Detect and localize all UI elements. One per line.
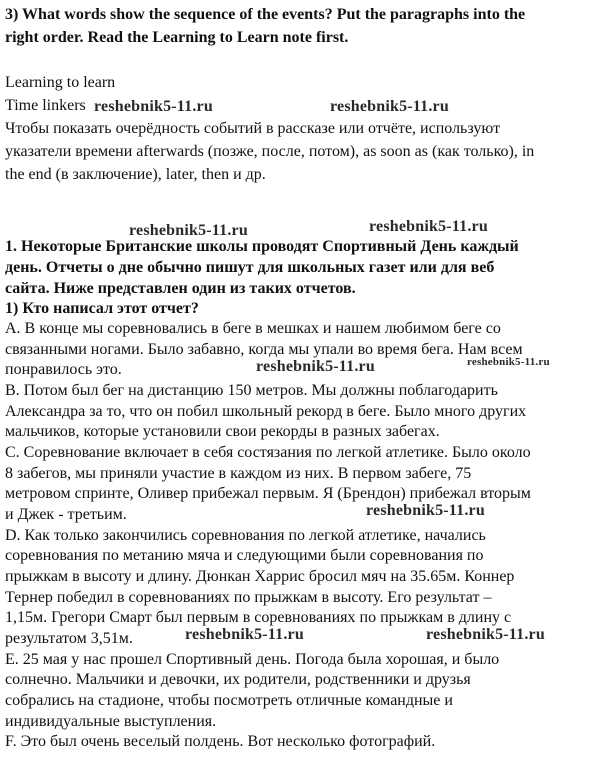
paragraph-line: D. Как только закончились соревнования по легкой атлетике, начались: [5, 527, 486, 544]
paragraph-line: метровом спринте, Оливер прибежал первым. Я (Брендон) прибежал вторым: [5, 485, 531, 502]
watermark: reshebnik5-11.ru: [369, 218, 488, 235]
watermark: reshebnik5-11.ru: [129, 222, 248, 239]
paragraph-line: связанными ногами. Было забавно, когда мы упали во время бега. Нам всем: [5, 341, 523, 358]
paragraph-line: С. Соревнование включает в себя состязания по легкой атлетике. Было около: [5, 444, 531, 461]
paragraph-line: солнечно. Мальчики и девочки, их родители, родственники и друзья: [5, 671, 471, 688]
note-title: Learning to learn: [5, 74, 116, 91]
exercise-heading-line-1: 1. Некоторые Британские школы проводят Спортивный День каждый: [5, 238, 519, 255]
paragraph-line: 1,15м. Грегори Смарт был первым в соревнованиях по прыжкам в длину с: [5, 609, 512, 626]
paragraph-line: E. 25 мая у нас прошел Спортивный день. Погода была хорошая, и было: [5, 651, 500, 668]
watermark: reshebnik5-11.ru: [256, 358, 375, 375]
paragraph-line: Александра за то, что он побил школьный рекорд в беге. Было много других: [5, 403, 527, 420]
task-heading-line-1: 3) What words show the sequence of the events? Put the paragraphs into the: [5, 6, 526, 23]
paragraph-line: Тернер победил в соревнованиях по прыжкам в высоту. Его результат –: [5, 589, 492, 606]
exercise-heading-line-2: день. Отчеты о дне обычно пишут для школьных газет или для веб: [5, 259, 495, 276]
note-subtitle: Time linkers: [5, 97, 86, 114]
watermark: reshebnik5-11.ru: [426, 626, 545, 643]
paragraph-line: результатом 3,51м.: [5, 630, 133, 647]
paragraph-line: понравилось это.: [5, 361, 122, 378]
watermark: reshebnik5-11.ru: [330, 98, 449, 115]
paragraph-line: собрались на стадионе, чтобы посмотреть отличные командные и: [5, 692, 453, 709]
paragraph-line: и Джек - третьим.: [5, 506, 127, 523]
exercise-question: 1) Кто написал этот отчет?: [5, 300, 199, 317]
note-text-line-2: указатели времени afterwards (позже, после, потом), as soon as (как только), in: [5, 143, 535, 160]
task-heading-line-2: right order. Read the Learning to Learn note first.: [5, 29, 349, 46]
paragraph-line: B. Потом был бег на дистанцию 150 метров. Мы должны поблагодарить: [5, 382, 498, 399]
paragraph-line: соревнования по метанию мяча и следующими были соревнования по: [5, 547, 484, 564]
watermark: reshebnik5-11.ru: [185, 626, 304, 643]
paragraph-line: А. В конце мы соревновались в беге в мешках и нашем любимом беге со: [5, 320, 501, 337]
watermark: reshebnik5-11.ru: [366, 502, 485, 519]
paragraph-line: 8 забегов, мы приняли участие в каждом из них. В первом забеге, 75: [5, 465, 472, 482]
note-text-line-3: the end (в заключение), later, then и др.: [5, 166, 266, 183]
exercise-heading-line-3: сайта. Ниже представлен один из таких отчетов.: [5, 280, 356, 297]
note-text-line-1: Чтобы показать очерёдность событий в рассказе или отчёте, используют: [5, 120, 501, 137]
watermark: reshebnik5-11.ru: [467, 356, 550, 368]
paragraph-line: индивидуальные выступления.: [5, 713, 217, 730]
paragraph-line: мальчиков, которые установили свои рекорды в разных забегах.: [5, 423, 440, 440]
paragraph-line: F. Это был очень веселый полдень. Вот несколько фотографий.: [5, 733, 436, 750]
paragraph-line: прыжкам в высоту и длину. Дюнкан Харрис бросил мяч на 35.65м. Коннер: [5, 568, 515, 585]
watermark: reshebnik5-11.ru: [94, 98, 213, 115]
